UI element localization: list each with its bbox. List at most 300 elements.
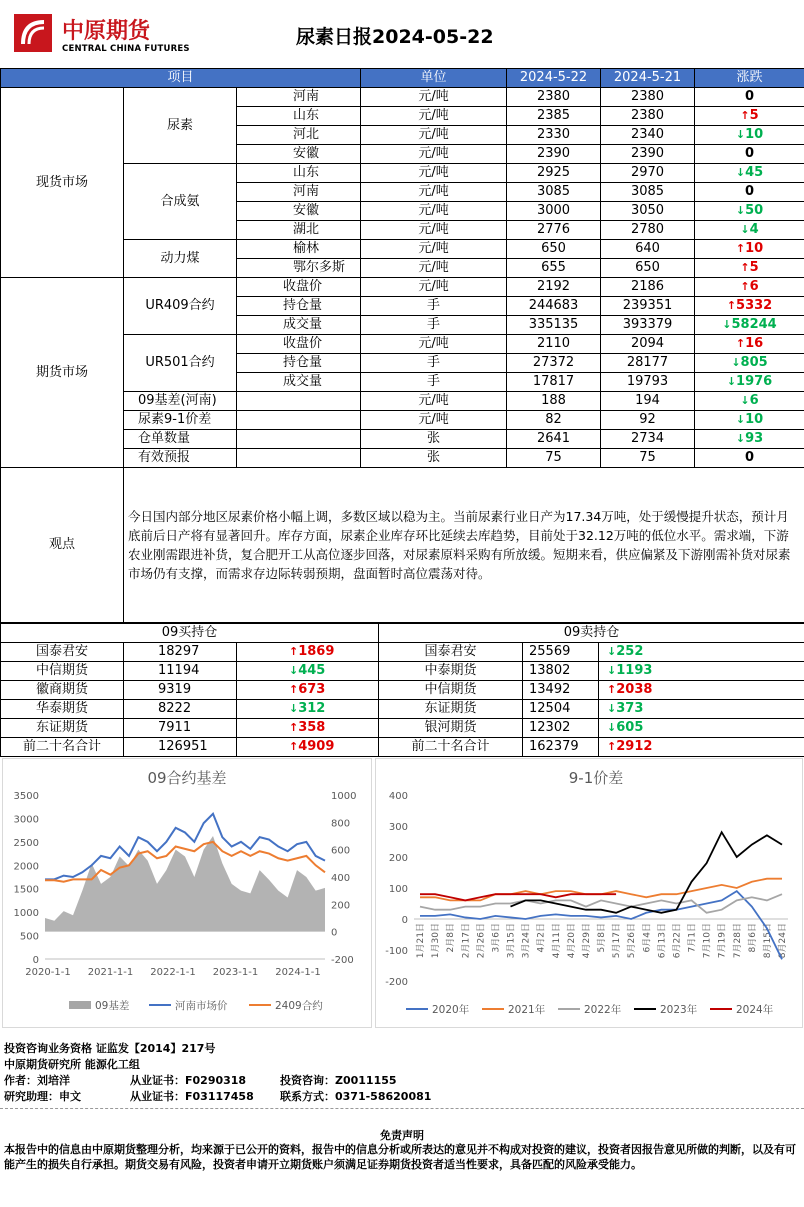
assistant-certificate: 从业证书：F03117458 [130,1090,254,1103]
chart-title: 09合约基差 [147,769,227,787]
arrow-down-icon: ↓ [607,702,617,715]
change-value: 2038 [616,682,653,697]
change-value: 6 [749,279,759,294]
change-cell [695,126,804,145]
arrow-down-icon: ↓ [735,204,746,217]
author-certificate: 从业证书：F0290318 [130,1074,247,1087]
change-value: 1976 [736,374,773,389]
change-value: 45 [745,165,764,180]
buy-volume: 11194 [124,662,237,681]
legend-label: 2409合约 [275,1000,323,1012]
author-advisory-id: 投资咨询：Z0011155 [280,1074,397,1087]
region-cell: 安徽 [237,145,361,164]
change-cell [695,278,804,297]
buy-volume: 126951 [124,738,237,757]
region-cell: 山东 [237,107,361,126]
change-cell [599,700,804,719]
x-tick-label: 7月19日 [717,923,728,959]
change-value: 10 [745,241,764,256]
blank-cell [237,449,361,468]
sell-broker: 银河期货 [379,719,523,738]
y2-tick-label: 800 [331,818,351,830]
buy-broker: 国泰君安 [1,643,124,662]
change-value: 0 [744,184,755,199]
arrow-up-icon: ↑ [735,242,746,255]
disclaimer-title: 免责声明 [380,1129,424,1142]
report-header [0,0,804,66]
change-cell [237,643,379,662]
change-cell [695,297,804,316]
x-tick-label: 3月15日 [506,923,517,959]
x-tick-label: 1月21日 [416,923,426,959]
value-today: 335135 [507,316,601,335]
sell-broker: 国泰君安 [379,643,523,662]
arrow-down-icon: ↓ [735,413,746,426]
item-cell: 持仓量 [237,354,361,373]
x-tick-label: 1月30日 [431,923,442,959]
company-name-en: CENTRAL CHINA FUTURES [62,44,190,54]
item-cell: 成交量 [237,373,361,392]
buy-volume: 18297 [124,643,237,662]
sell-broker: 中信期货 [379,681,523,700]
change-value: 673 [298,682,326,697]
table-row [1,681,804,700]
value-today: 2385 [507,107,601,126]
change-value: 5 [749,260,759,275]
arrow-down-icon: ↓ [607,645,617,658]
arrow-up-icon: ↑ [735,337,746,350]
value-today: 2390 [507,145,601,164]
change-value: 10 [745,412,764,427]
x-tick-label: 8月6日 [747,923,758,953]
item-cell: 持仓量 [237,297,361,316]
change-value: 0 [744,146,755,161]
legend-label: 河南市场价 [175,1000,228,1012]
change-cell [695,430,804,449]
buy-broker: 徽商期货 [1,681,124,700]
legend-label: 2020年 [432,1004,470,1016]
section-label: 现货市场 [1,88,124,278]
buy-volume: 8222 [124,700,237,719]
section-label: 期货市场 [1,278,124,468]
y-tick-label: -200 [385,977,408,988]
change-value: 252 [616,644,644,659]
x-tick-label: 4月11日 [551,923,562,959]
buy-volume: 7911 [124,719,237,738]
positions-header-row [1,624,804,643]
y2-tick-label: 400 [331,873,351,884]
x-tick-label: 4月2日 [536,923,547,953]
value-today: 82 [507,411,601,430]
value-today: 2110 [507,335,601,354]
value-prev: 2970 [601,164,695,183]
unit-cell: 手 [361,354,507,373]
y-tick-label: 1000 [13,908,39,920]
arrow-down-icon: ↓ [289,664,299,677]
legend-label: 2023年 [660,1004,698,1016]
change-cell [695,354,804,373]
table-row [1,700,804,719]
author-name: 作者：刘培洋 [4,1074,70,1087]
y-tick-label: 0 [32,955,39,966]
legend-swatch [69,1001,91,1009]
change-value: 1193 [616,663,653,678]
x-tick-label: 6月13日 [657,923,668,959]
disclaimer-text: 本报告中的信息由中原期货整理分析，均来源于已公开的资料，报告中的信息分析或所表达的意见并不构成对投资的建议，投资者因报告意见所做的判断，以及有可能产生的损失自行承担。期货交易有风险，投资者申请开立期货账户须满足证券期货投资者适当性要求，具备匹配的风险承受能力。 [4,1143,796,1171]
unit-cell: 元/吨 [361,202,507,221]
unit-cell: 元/吨 [361,240,507,259]
sell-broker: 中泰期货 [379,662,523,681]
value-prev: 239351 [601,297,695,316]
x-tick-label: 2024-1-1 [275,967,321,978]
group-label: 尿素 [124,88,237,164]
x-tick-label: 2021-1-1 [87,967,134,978]
buy-volume: 9319 [124,681,237,700]
change-value: 1869 [298,644,335,659]
change-cell [599,662,804,681]
table-row [1,643,804,662]
change-value: 312 [298,701,326,716]
value-prev: 2734 [601,430,695,449]
change-cell [237,662,379,681]
arrow-up-icon: ↑ [607,683,617,696]
view-label: 观点 [1,468,124,623]
value-prev: 2094 [601,335,695,354]
unit-cell: 元/吨 [361,88,507,107]
x-tick-label: 3月24日 [521,923,532,959]
change-value: 445 [298,663,326,678]
sell-title: 09卖持仓 [379,624,804,643]
value-prev: 2340 [601,126,695,145]
x-tick-label: 2023-1-1 [212,967,259,978]
view-text: 今日国内部分地区尿素价格小幅上调，多数区域以稳为主。当前尿素行业日产为17.34万吨，处于缓慢提升状态，预计月底前后日产将有显著回升。库存方面，尿素企业库存环比延续去库趋势，目前处于32.12万吨的低位水平。需求端，下游农业刚需跟进补货，复合肥开工从高位逐步回落，对尿素原料采购有所放缓。短期来看，供应偏紧及下游刚需补货对尿素市场仍有支撑，而需求存边际转弱预期，盘面暂时高位震荡对待。 [124,468,804,623]
value-today: 2330 [507,126,601,145]
value-prev: 2380 [601,107,695,126]
value-prev: 2390 [601,145,695,164]
value-today: 650 [507,240,601,259]
unit-cell: 手 [361,373,507,392]
x-tick-label: 2月8日 [446,923,457,953]
x-tick-label: 5月17日 [612,923,623,959]
x-tick-label: 4月29日 [581,923,592,959]
value-today: 2925 [507,164,601,183]
change-value: 805 [740,355,768,370]
x-tick-label: 5月8日 [597,923,607,953]
y2-tick-label: 600 [331,845,351,857]
x-tick-label: 2月26日 [476,923,487,959]
value-today: 2776 [507,221,601,240]
y-tick-label: 400 [388,791,408,802]
region-cell: 鄂尔多斯 [237,259,361,278]
x-tick-label: 8月15日 [762,923,773,959]
region-cell: 榆林 [237,240,361,259]
blank-cell [237,392,361,411]
y-tick-label: 100 [388,884,408,895]
value-prev: 2380 [601,88,695,107]
sell-volume: 162379 [523,738,599,757]
region-cell: 安徽 [237,202,361,221]
item-cell: 收盘价 [237,335,361,354]
change-cell [237,700,379,719]
change-value: 358 [298,720,326,735]
value-today: 17817 [507,373,601,392]
unit-cell: 手 [361,316,507,335]
x-tick-label: 5月26日 [627,923,638,959]
sell-volume: 25569 [523,643,599,662]
unit-cell: 张 [361,449,507,468]
item-cell: 收盘价 [237,278,361,297]
table-row [1,662,804,681]
legend-label: 2021年 [508,1004,546,1016]
value-prev: 2186 [601,278,695,297]
x-tick-label: 2月17日 [461,923,472,959]
footer-divider [0,1108,804,1109]
table-header-row [1,69,804,88]
value-prev: 28177 [601,354,695,373]
change-cell [695,373,804,392]
arrow-down-icon: ↓ [740,394,750,407]
change-cell [695,259,804,278]
arrow-down-icon: ↓ [735,432,746,445]
assistant-name: 研究助理：申文 [4,1090,81,1103]
sell-volume: 13492 [523,681,599,700]
sell-broker: 东证期货 [379,700,523,719]
table-row [1,738,804,757]
unit-cell: 元/吨 [361,107,507,126]
y-tick-label: 200 [388,853,408,864]
value-prev: 19793 [601,373,695,392]
header-change: 涨跌 [695,69,804,88]
value-prev: 3050 [601,202,695,221]
change-cell [237,738,379,757]
arrow-up-icon: ↑ [607,740,617,753]
y-tick-label: 2000 [13,861,39,873]
company-logo-icon [14,14,52,52]
change-value: 0 [744,89,755,104]
unit-cell: 元/吨 [361,126,507,145]
region-cell: 河南 [237,183,361,202]
change-cell [237,719,379,738]
value-today: 2641 [507,430,601,449]
unit-cell: 元/吨 [361,259,507,278]
legend-label: 2022年 [584,1004,622,1016]
positions-table [0,623,804,757]
change-cell [599,681,804,700]
sell-volume: 12302 [523,719,599,738]
item-cell: 尿素9-1价差 [124,411,237,430]
change-cell [695,449,804,468]
series-basis-area [45,836,325,932]
x-tick-label: 6月4日 [642,923,653,953]
x-tick-label: 2022-1-1 [150,967,196,978]
item-cell: 09基差(河南) [124,392,237,411]
arrow-down-icon: ↓ [722,318,732,331]
change-value: 4 [749,222,759,237]
change-value: 93 [745,431,764,446]
unit-cell: 元/吨 [361,164,507,183]
change-cell [695,411,804,430]
value-prev: 2780 [601,221,695,240]
value-today: 75 [507,449,601,468]
y-tick-label: 500 [19,931,39,943]
spread-chart [375,758,803,1028]
value-today: 3000 [507,202,601,221]
change-cell [237,681,379,700]
change-cell [695,221,804,240]
y-tick-label: 0 [401,915,408,926]
arrow-up-icon: ↑ [289,683,299,696]
legend-label: 09基差 [95,1000,130,1012]
unit-cell: 元/吨 [361,145,507,164]
company-name-cn: 中原期货 [62,18,151,44]
header-item: 项目 [1,69,361,88]
x-tick-label: 3月6日 [491,923,502,953]
blank-cell [237,430,361,449]
change-value: 605 [616,720,644,735]
qualification-line: 投资咨询业务资格 证监发【2014】217号 [4,1042,216,1055]
unit-cell: 手 [361,297,507,316]
item-cell: 有效预报 [124,449,237,468]
value-today: 2380 [507,88,601,107]
value-today: 3085 [507,183,601,202]
change-value: 0 [744,450,755,465]
y2-tick-label: 200 [331,900,351,912]
arrow-down-icon: ↓ [607,721,617,734]
arrow-down-icon: ↓ [726,375,737,388]
value-today: 2192 [507,278,601,297]
arrow-down-icon: ↓ [735,128,746,141]
arrow-down-icon: ↓ [731,356,741,369]
value-prev: 75 [601,449,695,468]
header-unit: 单位 [361,69,507,88]
header-date2: 2024-5-21 [601,69,695,88]
value-prev: 650 [601,259,695,278]
arrow-up-icon: ↑ [289,740,299,753]
arrow-down-icon: ↓ [289,702,299,715]
arrow-up-icon: ↑ [726,299,737,312]
y-tick-label: 3000 [13,814,39,826]
change-value: 10 [745,127,764,142]
y2-tick-label: -200 [331,955,354,966]
region-cell: 湖北 [237,221,361,240]
value-prev: 194 [601,392,695,411]
group-label: UR501合约 [124,335,237,392]
arrow-down-icon: ↓ [607,664,617,677]
change-value: 5 [749,108,759,123]
x-tick-label: 7月28日 [732,923,743,959]
header-date1: 2024-5-22 [507,69,601,88]
region-cell: 河南 [237,88,361,107]
unit-cell: 元/吨 [361,183,507,202]
y-tick-label: 300 [388,822,408,833]
price-table [0,68,804,623]
change-value: 2912 [616,739,653,754]
buy-broker: 东证期货 [1,719,124,738]
y-tick-label: 2500 [13,837,39,849]
arrow-up-icon: ↑ [289,645,299,658]
value-prev: 393379 [601,316,695,335]
y-tick-label: -100 [385,946,408,957]
item-cell: 仓单数量 [124,430,237,449]
table-row [1,719,804,738]
value-today: 655 [507,259,601,278]
value-prev: 640 [601,240,695,259]
change-value: 6 [749,393,759,408]
x-tick-label: 6月22日 [672,923,683,959]
group-label: 合成氨 [124,164,237,240]
arrow-up-icon: ↑ [740,109,750,122]
change-cell [695,145,804,164]
unit-cell: 元/吨 [361,335,507,354]
blank-cell [237,411,361,430]
unit-cell: 元/吨 [361,411,507,430]
unit-cell: 张 [361,430,507,449]
x-tick-label: 7月1日 [687,923,698,953]
change-cell [695,164,804,183]
value-today: 188 [507,392,601,411]
group-label: 动力煤 [124,240,237,278]
contact-phone: 联系方式：0371-58620081 [280,1090,432,1103]
change-cell [599,643,804,662]
change-cell [695,316,804,335]
region-cell: 河北 [237,126,361,145]
buy-broker: 前二十名合计 [1,738,124,757]
change-cell [599,719,804,738]
table-row [1,88,804,107]
buy-title: 09买持仓 [1,624,379,643]
unit-cell: 元/吨 [361,278,507,297]
change-cell [695,183,804,202]
change-cell [695,240,804,259]
x-tick-label: 8月24日 [778,923,788,959]
change-cell [695,107,804,126]
change-cell [695,392,804,411]
sell-volume: 12504 [523,700,599,719]
unit-cell: 元/吨 [361,221,507,240]
sell-broker: 前二十名合计 [379,738,523,757]
institute-line: 中原期货研究所 能源化工组 [4,1058,140,1071]
y2-tick-label: 1000 [331,791,357,802]
view-row [1,468,804,623]
change-value: 5332 [736,298,773,313]
change-value: 16 [745,336,764,351]
change-value: 58244 [731,317,777,332]
unit-cell: 元/吨 [361,392,507,411]
arrow-up-icon: ↑ [289,721,299,734]
arrow-down-icon: ↓ [735,166,746,179]
chart-title: 9-1价差 [568,769,624,787]
value-prev: 3085 [601,183,695,202]
x-tick-label: 7月10日 [702,923,713,959]
change-cell [695,88,804,107]
arrow-up-icon: ↑ [740,280,750,293]
arrow-up-icon: ↑ [740,261,750,274]
change-cell [599,738,804,757]
page-title: 尿素日报2024-05-22 [296,26,494,48]
item-cell: 成交量 [237,316,361,335]
legend-label: 2024年 [736,1004,774,1016]
basis-chart [2,758,372,1028]
region-cell: 山东 [237,164,361,183]
change-value: 50 [745,203,764,218]
value-prev: 92 [601,411,695,430]
y2-tick-label: 0 [331,927,338,939]
sell-volume: 13802 [523,662,599,681]
x-tick-label: 4月20日 [566,923,577,959]
group-label: UR409合约 [124,278,237,335]
x-tick-label: 2020-1-1 [25,967,71,978]
change-value: 4909 [298,739,335,754]
